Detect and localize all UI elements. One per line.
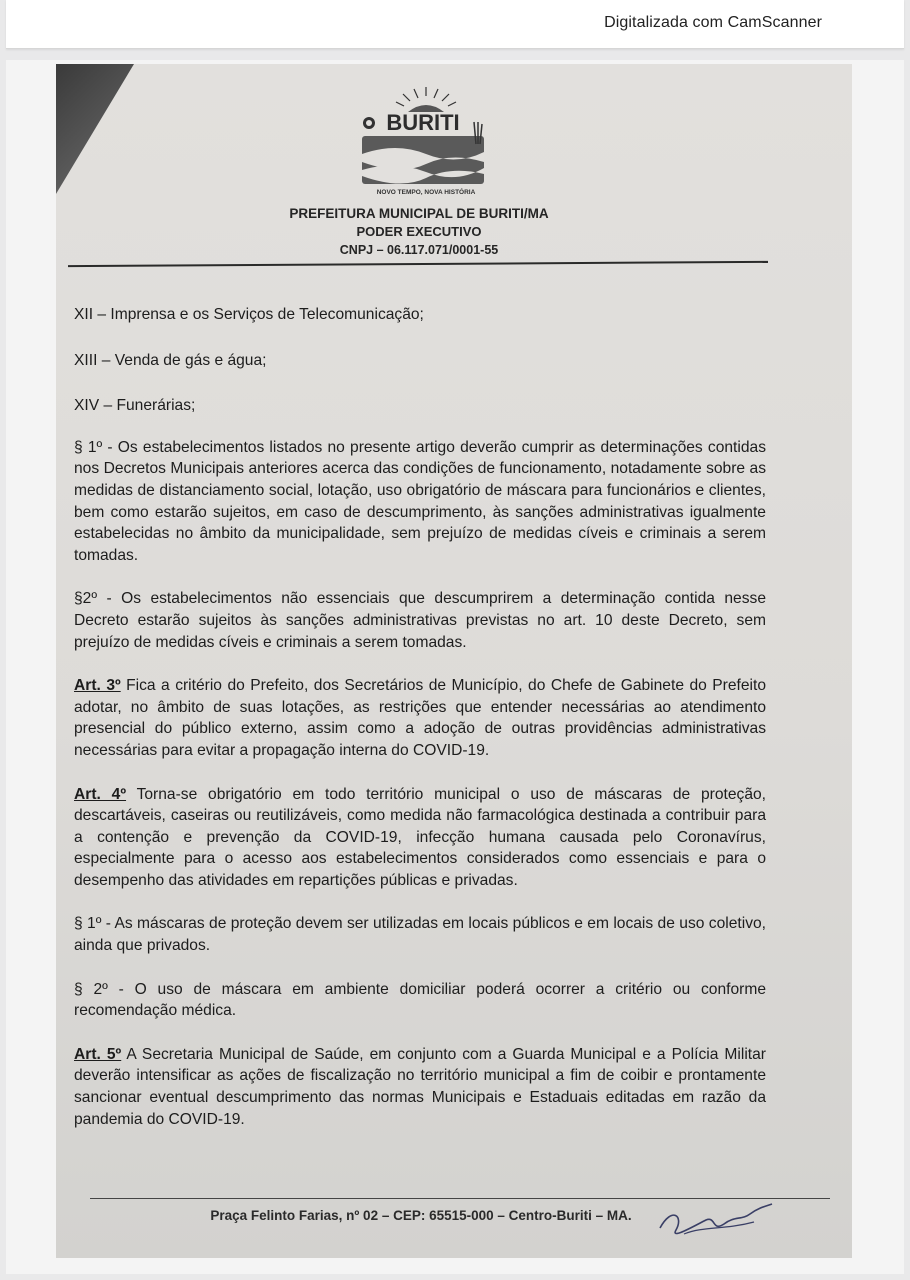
header-subtitle: PODER EXECUTIVO — [356, 224, 482, 239]
buriti-logo — [356, 82, 496, 202]
article-3-text: Fica a critério do Prefeito, dos Secretários de Município, do Chefe de Gabinete do Prefeito adotar, no âmbito de suas lotações, as restrições que entender necessárias ao atendimento presencial do público externo, assim como a adoção de outras providências administrativas necessárias para evitar a propagação interna do COVID-19. — [74, 677, 766, 759]
logo-name: BURITI — [386, 110, 460, 135]
article-5-label: Art. 5º — [74, 1045, 122, 1063]
item-xiv: XIV – Funerárias; — [74, 397, 196, 415]
article-4-label: Art. 4º — [74, 785, 127, 803]
paragraph-2: §2º - Os estabelecimentos não essenciais que descumprirem a determinação contida nesse Decreto estarão sujeitos às sanções administrativas previstas no art. 10 deste Decreto, sem prejuízo de medidas cíveis e criminais a serem tomadas. — [74, 590, 766, 651]
scanner-label: Digitalizada com CamScanner — [604, 14, 822, 31]
article-5 — [74, 1044, 766, 1130]
scanner-top-bar — [6, 0, 904, 49]
header-rule — [68, 261, 768, 267]
article-4 — [74, 784, 766, 892]
footer-address: Praça Felinto Farias, nº 02 – CEP: 65515-000 – Centro-Buriti – MA. — [210, 1208, 632, 1223]
signature — [654, 1186, 774, 1246]
article-3 — [74, 675, 766, 761]
article-5-text: A Secretaria Municipal de Saúde, em conjunto com a Guarda Municipal e a Polícia Militar deverão intensificar as ações de fiscalização no território municipal a fim de coibir e prontamente sancionar eventual descumprimento das normas Municipais e Estaduais editadas em razão da pandemia do COVID-19. — [74, 1045, 766, 1128]
header-cnpj: CNPJ – 06.117.071/0001-55 — [339, 243, 499, 257]
article-4-paragraph-1: § 1º - As máscaras de proteção devem ser utilizadas em locais públicos e em locais de uso coletivo, ainda que privados. — [74, 915, 766, 955]
article-3-label: Art. 3º — [74, 677, 121, 695]
logo-slogan: NOVO TEMPO, NOVA HISTÓRIA — [376, 189, 476, 196]
header-title: PREFEITURA MUNICIPAL DE BURITI/MA — [289, 206, 549, 221]
item-xiii: XIII – Venda de gás e água; — [74, 351, 267, 369]
item-xii: XII – Imprensa e os Serviços de Telecomunicação; — [74, 306, 424, 323]
paragraph-1: § 1º - Os estabelecimentos listados no presente artigo deverão cumprir as determinações contidas nos Decretos Municipais anteriores acerca das condições de funcionamento, notadamente sobre as medidas de distanciamento social, lotação, uso obrigatório de máscara para funcionários e clientes, bem como estarão sujeitos, em caso de descumprimento, às sanções administrativas igualmente estabelecidas no âmbito da municipalidade, sem prejuízo de medidas cíveis e criminais a serem tomadas. — [74, 438, 766, 564]
document-page — [56, 64, 852, 1258]
document-body — [74, 304, 766, 1130]
article-4-paragraph-2: § 2º - O uso de máscara em ambiente domiciliar poderá ocorrer a critério ou conforme recomendação médica. — [74, 980, 766, 1020]
article-4-text: Torna-se obrigatório em todo território municipal o uso de máscaras de proteção, descartáveis, caseiras ou reutilizáveis, como medida não farmacológica destinada a contribuir para a contenção e prevenção da COVID-19, infecção humana causada pelo Coronavírus, especialmente para o acesso aos estabelecimentos considerados como essenciais e para o desempenho das atividades em repartições públicas e privadas. — [74, 785, 767, 889]
